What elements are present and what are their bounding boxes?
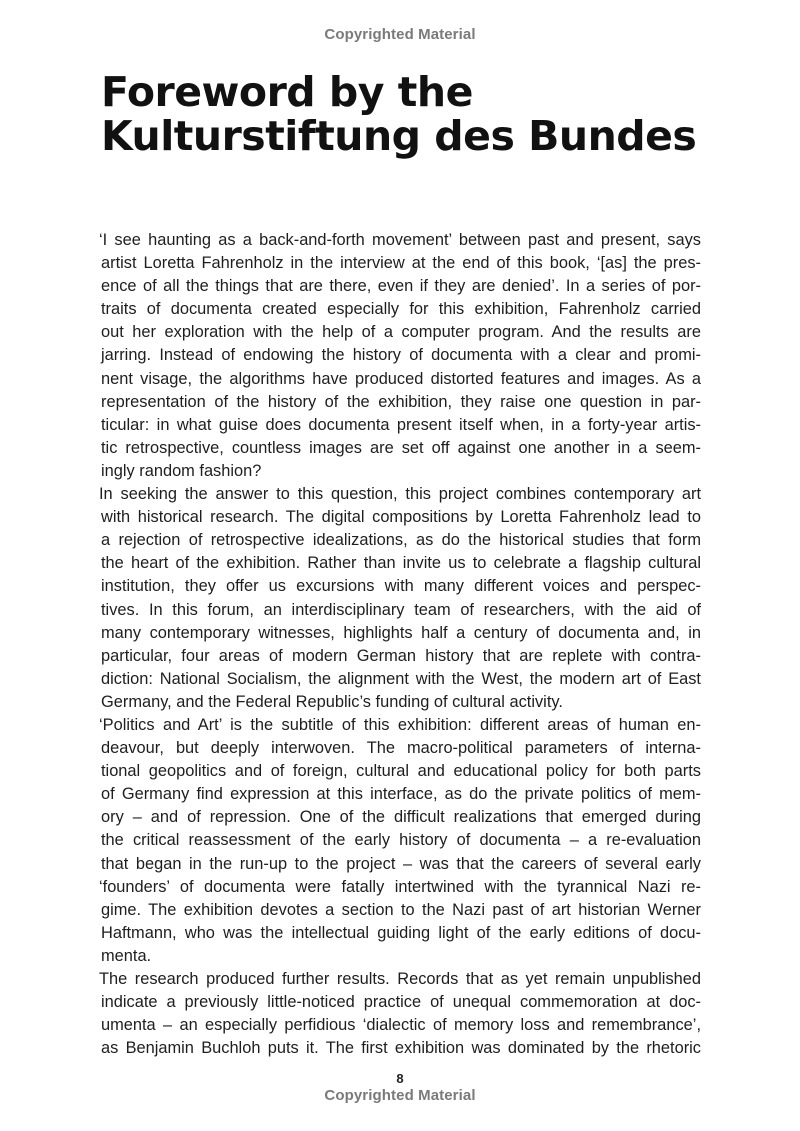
text-line: ingly random fashion? [101,461,262,480]
text-line: jarring. Instead of endowing the history of documenta with a clear and promi- [101,346,701,365]
text-line: umenta – an especially perfidious ‘dialectic of memory loss and remembrance’, [101,1016,701,1035]
text-line: with historical research. The digital compositions by Loretta Fahrenholz lead to [101,508,701,527]
title-line-2: Kulturstiftung des Bundes [101,112,697,160]
text-line: traits of documenta created especially for this exhibition, Fahrenholz carried [101,300,701,319]
text-line: ticular: in what guise does documenta present itself when, in a forty-year artis- [101,415,701,434]
text-line: Germany, and the Federal Republic’s funding of cultural activity. [101,692,563,711]
paragraph-1 [99,229,701,483]
text-line: deavour, but deeply interwoven. The macro-political parameters of interna- [101,739,701,758]
text-line: institution, they offer us excursions with many different voices and perspec- [101,577,701,596]
text-line: a rejection of retrospective idealizations, as do the historical studies that form [101,531,701,550]
text-line: gime. The exhibition devotes a section to the Nazi past of art historian Werner [101,900,701,919]
text-line: In seeking the answer to this question, this project combines contemporary art [99,485,701,504]
text-line: artist Loretta Fahrenholz in the interview at the end of this book, ‘[as] the pres- [101,254,701,273]
text-line: ‘I see haunting as a back-and-forth movement’ between past and present, says [99,231,701,249]
text-line: nent visage, the algorithms have produced distorted features and images. As a [101,369,701,388]
title-line-1: Foreword by the [101,68,473,116]
text-line: ory – and of repression. One of the difficult realizations that emerged during [101,808,701,827]
body-text [99,229,701,1060]
page-number: 8 [396,1071,404,1086]
paragraph-4 [99,968,701,1060]
page-title [101,70,741,158]
paragraph-3 [99,714,701,968]
text-line: that began in the run-up to the project – was that the careers of several early [101,854,701,873]
text-line: ‘founders’ of documenta were fatally intertwined with the tyrannical Nazi re- [99,877,701,896]
text-line: tional geopolitics and of foreign, cultural and educational policy for both parts [101,762,701,781]
text-line: ence of all the things that are there, even if they are denied’. In a series of por- [101,277,701,296]
text-line: particular, four areas of modern German history that are replete with contra- [101,646,701,665]
text-line: tic retrospective, countless images are set off against one another in a seem- [101,438,701,457]
text-line: Haftmann, who was the intellectual guiding light of the early editions of docu- [101,923,701,942]
paragraph-2 [99,483,701,714]
copyright-watermark-bottom: Copyrighted Material [324,1087,476,1104]
text-line: as Benjamin Buchloh puts it. The first exhibition was dominated by the rhetoric [101,1039,701,1058]
text-line: tives. In this forum, an interdisciplinary team of researchers, with the aid of [101,600,701,619]
text-line: indicate a previously little-noticed practice of unequal commemoration at doc- [101,993,701,1012]
text-line: ‘Politics and Art’ is the subtitle of this exhibition: different areas of human en- [99,715,701,734]
text-line: the heart of the exhibition. Rather than invite us to celebrate a flagship cultural [101,554,701,573]
text-line: menta. [101,946,152,965]
copyright-watermark-top: Copyrighted Material [324,26,476,43]
text-line: out her exploration with the help of a computer program. And the results are [101,323,701,342]
text-line: of Germany find expression at this interface, as do the private politics of mem- [101,785,701,804]
text-line: the critical reassessment of the early history of documenta – a re-evaluation [101,831,701,850]
text-line: many contemporary witnesses, highlights half a century of documenta and, in [101,623,701,642]
text-line: representation of the history of the exhibition, they raise one question in par- [101,392,701,411]
text-line: diction: National Socialism, the alignment with the West, the modern art of East [101,669,701,688]
text-line: The research produced further results. Records that as yet remain unpublished [99,970,701,988]
